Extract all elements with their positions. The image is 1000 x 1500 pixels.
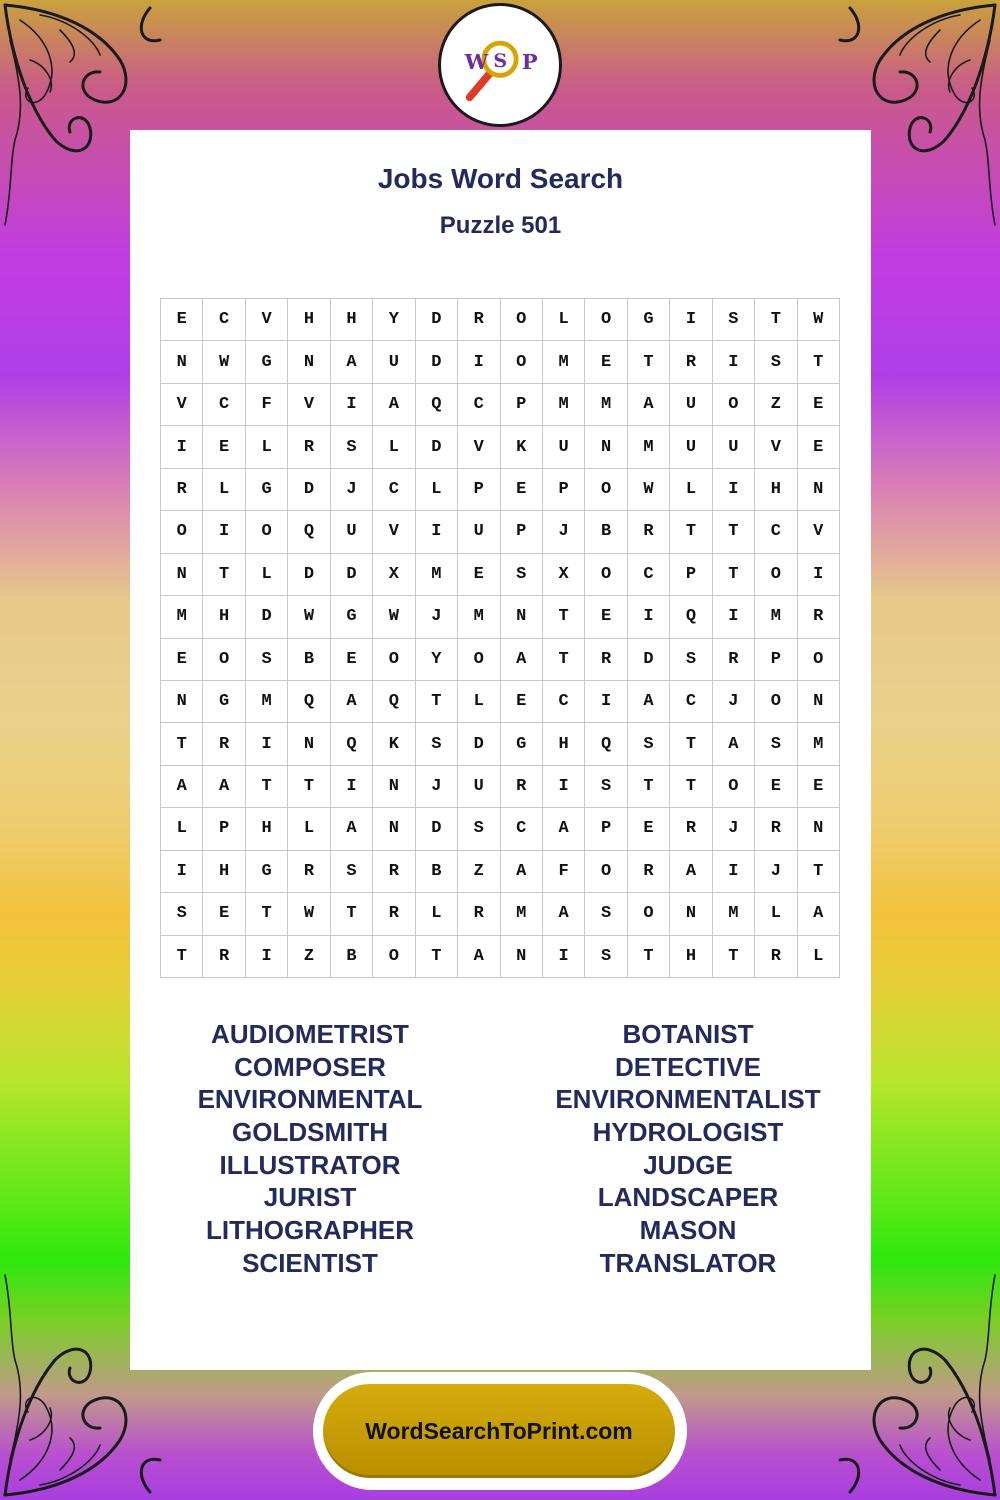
grid-cell[interactable]: R <box>203 936 245 978</box>
grid-cell[interactable]: N <box>161 554 203 596</box>
grid-cell[interactable]: R <box>501 766 543 808</box>
footer-badge <box>313 1372 687 1490</box>
grid-cell[interactable]: S <box>585 893 627 935</box>
grid-cell[interactable]: A <box>331 681 373 723</box>
grid-cell[interactable]: T <box>713 554 755 596</box>
grid-cell[interactable]: R <box>798 596 840 638</box>
grid-cell[interactable]: G <box>203 681 245 723</box>
grid-cell[interactable]: E <box>798 766 840 808</box>
word-list-item: HYDROLOGIST <box>592 1117 784 1148</box>
grid-cell[interactable]: I <box>458 341 500 383</box>
grid-cell[interactable]: C <box>543 681 585 723</box>
grid-cell[interactable]: U <box>373 341 415 383</box>
grid-cell[interactable]: D <box>416 341 458 383</box>
grid-cell[interactable]: A <box>331 341 373 383</box>
grid-cell[interactable]: O <box>246 511 288 553</box>
grid-cell[interactable]: J <box>543 511 585 553</box>
grid-cell[interactable]: M <box>246 681 288 723</box>
grid-cell[interactable]: O <box>501 341 543 383</box>
grid-cell[interactable]: A <box>501 851 543 893</box>
grid-cell[interactable]: P <box>501 511 543 553</box>
grid-cell[interactable]: O <box>713 766 755 808</box>
grid-cell[interactable]: R <box>628 851 670 893</box>
grid-cell[interactable]: O <box>585 851 627 893</box>
grid-cell[interactable]: I <box>670 299 712 341</box>
grid-cell[interactable]: A <box>543 808 585 850</box>
grid-cell[interactable]: S <box>628 723 670 765</box>
word-list-item: LITHOGRAPHER <box>206 1215 414 1246</box>
grid-cell[interactable]: D <box>288 469 330 511</box>
grid-cell[interactable]: E <box>203 426 245 468</box>
word-list-item: LANDSCAPER <box>597 1182 779 1213</box>
grid-cell[interactable]: W <box>288 596 330 638</box>
page-title: Jobs Word Search <box>377 163 624 194</box>
grid-cell[interactable]: U <box>458 766 500 808</box>
grid-cell[interactable]: Z <box>288 936 330 978</box>
grid-cell[interactable]: A <box>713 723 755 765</box>
grid-cell[interactable]: E <box>458 554 500 596</box>
grid-cell[interactable]: U <box>458 511 500 553</box>
grid-cell[interactable]: T <box>713 936 755 978</box>
grid-cell[interactable]: J <box>331 469 373 511</box>
grid-cell[interactable]: T <box>288 766 330 808</box>
grid-cell[interactable]: I <box>713 851 755 893</box>
word-list-item: ILLUSTRATOR <box>219 1149 401 1180</box>
grid-cell[interactable]: R <box>203 723 245 765</box>
grid-cell[interactable]: A <box>798 893 840 935</box>
grid-cell[interactable]: D <box>458 723 500 765</box>
grid-cell[interactable]: A <box>501 639 543 681</box>
grid-cell[interactable]: U <box>713 426 755 468</box>
grid-cell[interactable]: H <box>203 596 245 638</box>
grid-cell[interactable]: O <box>458 639 500 681</box>
grid-cell[interactable]: W <box>798 299 840 341</box>
grid-cell[interactable]: J <box>416 596 458 638</box>
grid-cell[interactable]: D <box>416 299 458 341</box>
grid-cell[interactable]: R <box>670 808 712 850</box>
grid-cell[interactable]: R <box>373 893 415 935</box>
word-list-item: JURIST <box>263 1182 357 1213</box>
grid-cell[interactable]: E <box>628 808 670 850</box>
grid-cell[interactable]: R <box>585 639 627 681</box>
grid-cell[interactable]: L <box>288 808 330 850</box>
grid-cell[interactable]: C <box>628 554 670 596</box>
grid-cell[interactable]: Y <box>373 299 415 341</box>
grid-cell[interactable]: V <box>458 426 500 468</box>
grid-cell[interactable]: A <box>628 681 670 723</box>
grid-cell[interactable]: I <box>331 384 373 426</box>
grid-cell[interactable]: S <box>713 299 755 341</box>
grid-cell[interactable]: E <box>161 299 203 341</box>
grid-cell[interactable]: T <box>543 639 585 681</box>
grid-cell[interactable]: M <box>501 893 543 935</box>
grid-cell[interactable]: I <box>798 554 840 596</box>
grid-cell[interactable]: M <box>543 384 585 426</box>
grid-cell[interactable]: T <box>416 936 458 978</box>
grid-cell[interactable]: J <box>713 808 755 850</box>
grid-cell[interactable]: N <box>373 766 415 808</box>
grid-cell[interactable]: H <box>331 299 373 341</box>
grid-cell[interactable]: I <box>246 723 288 765</box>
grid-cell[interactable]: T <box>246 766 288 808</box>
grid-cell[interactable]: M <box>755 596 797 638</box>
grid-cell[interactable]: E <box>203 893 245 935</box>
grid-cell[interactable]: C <box>373 469 415 511</box>
grid-cell[interactable]: R <box>713 639 755 681</box>
grid-cell[interactable]: E <box>798 384 840 426</box>
grid-cell[interactable]: D <box>416 426 458 468</box>
grid-cell[interactable]: A <box>203 766 245 808</box>
grid-cell[interactable]: I <box>543 766 585 808</box>
grid-cell[interactable]: S <box>585 936 627 978</box>
grid-cell[interactable]: O <box>713 384 755 426</box>
grid-cell[interactable]: Q <box>670 596 712 638</box>
grid-cell[interactable]: B <box>416 851 458 893</box>
word-list-item: DETECTIVE <box>615 1051 761 1082</box>
grid-cell[interactable]: L <box>798 936 840 978</box>
word-list-item: GOLDSMITH <box>232 1117 388 1148</box>
grid-cell[interactable]: P <box>585 808 627 850</box>
grid-cell[interactable]: S <box>670 639 712 681</box>
grid-cell[interactable]: I <box>585 681 627 723</box>
grid-cell[interactable]: H <box>543 723 585 765</box>
grid-cell[interactable]: M <box>161 596 203 638</box>
grid-cell[interactable]: K <box>501 426 543 468</box>
grid-cell[interactable]: O <box>585 469 627 511</box>
grid-cell[interactable]: E <box>585 596 627 638</box>
grid-cell[interactable]: S <box>458 808 500 850</box>
site-name: WordSearchToPrint.com <box>365 1417 633 1444</box>
grid-cell[interactable]: L <box>416 893 458 935</box>
grid-cell[interactable]: L <box>543 299 585 341</box>
grid-cell[interactable]: R <box>161 469 203 511</box>
grid-cell[interactable]: A <box>161 766 203 808</box>
grid-cell[interactable]: T <box>670 723 712 765</box>
grid-cell[interactable]: L <box>670 469 712 511</box>
grid-cell[interactable]: T <box>416 681 458 723</box>
grid-cell[interactable]: O <box>161 511 203 553</box>
grid-cell[interactable]: J <box>713 681 755 723</box>
grid-cell[interactable]: D <box>628 639 670 681</box>
grid-cell[interactable]: S <box>501 554 543 596</box>
grid-cell[interactable]: L <box>246 426 288 468</box>
grid-cell[interactable]: U <box>670 384 712 426</box>
grid-cell[interactable]: N <box>585 426 627 468</box>
grid-cell[interactable]: T <box>670 766 712 808</box>
grid-cell[interactable]: V <box>246 299 288 341</box>
grid-cell[interactable]: S <box>161 893 203 935</box>
grid-cell[interactable]: S <box>755 723 797 765</box>
grid-cell[interactable]: B <box>585 511 627 553</box>
grid-cell[interactable]: G <box>331 596 373 638</box>
grid-cell[interactable]: W <box>628 469 670 511</box>
grid-cell[interactable]: S <box>331 851 373 893</box>
puzzle-card <box>130 130 871 1370</box>
grid-cell[interactable]: M <box>798 723 840 765</box>
grid-cell[interactable]: D <box>246 596 288 638</box>
grid-cell[interactable]: R <box>628 511 670 553</box>
grid-cell[interactable]: Q <box>416 384 458 426</box>
grid-cell[interactable]: Z <box>458 851 500 893</box>
grid-cell[interactable]: L <box>755 893 797 935</box>
grid-cell[interactable]: T <box>713 511 755 553</box>
grid-cell[interactable]: T <box>670 511 712 553</box>
grid-cell[interactable]: D <box>331 554 373 596</box>
grid-cell[interactable]: D <box>288 554 330 596</box>
grid-cell[interactable]: L <box>373 426 415 468</box>
grid-cell[interactable]: O <box>203 639 245 681</box>
grid-cell[interactable]: N <box>161 341 203 383</box>
grid-cell[interactable]: M <box>543 341 585 383</box>
grid-cell[interactable]: R <box>288 851 330 893</box>
grid-cell[interactable]: F <box>246 384 288 426</box>
grid-cell[interactable]: U <box>670 426 712 468</box>
grid-cell[interactable]: T <box>543 596 585 638</box>
grid-cell[interactable]: E <box>798 426 840 468</box>
grid-cell[interactable]: N <box>501 596 543 638</box>
grid-cell[interactable]: M <box>416 554 458 596</box>
grid-cell[interactable]: I <box>331 766 373 808</box>
site-link-button[interactable] <box>323 1384 675 1478</box>
grid-cell[interactable]: X <box>373 554 415 596</box>
grid-cell[interactable]: P <box>458 469 500 511</box>
grid-cell[interactable]: G <box>628 299 670 341</box>
grid-cell[interactable]: T <box>161 723 203 765</box>
grid-cell[interactable]: M <box>458 596 500 638</box>
grid-cell[interactable]: R <box>288 426 330 468</box>
grid-cell[interactable]: S <box>755 341 797 383</box>
grid-cell[interactable]: S <box>246 639 288 681</box>
grid-cell[interactable]: L <box>416 469 458 511</box>
grid-cell[interactable]: I <box>713 596 755 638</box>
grid-cell[interactable]: E <box>161 639 203 681</box>
grid-cell[interactable]: N <box>670 893 712 935</box>
grid-cell[interactable]: T <box>755 299 797 341</box>
grid-cell[interactable]: G <box>246 341 288 383</box>
grid-cell[interactable]: I <box>416 511 458 553</box>
grid-cell[interactable]: J <box>416 766 458 808</box>
grid-cell[interactable]: N <box>288 723 330 765</box>
logo-letter-p: P <box>521 48 538 74</box>
grid-cell[interactable]: Z <box>755 384 797 426</box>
magnifier-handle <box>470 73 491 98</box>
grid-cell[interactable]: Q <box>288 511 330 553</box>
grid-cell[interactable]: W <box>288 893 330 935</box>
grid-cell[interactable]: I <box>161 851 203 893</box>
grid-cell[interactable]: A <box>628 384 670 426</box>
grid-cell[interactable]: C <box>501 808 543 850</box>
grid-cell[interactable]: Q <box>585 723 627 765</box>
logo-letter-w: W <box>464 48 489 74</box>
word-list-item: SCIENTIST <box>242 1247 378 1278</box>
grid-cell[interactable]: E <box>585 341 627 383</box>
grid-cell[interactable]: O <box>373 639 415 681</box>
grid-cell[interactable]: V <box>161 384 203 426</box>
grid-cell[interactable]: S <box>585 766 627 808</box>
grid-cell[interactable]: G <box>246 469 288 511</box>
grid-cell[interactable]: O <box>585 299 627 341</box>
grid-cell[interactable]: D <box>416 808 458 850</box>
grid-cell[interactable]: A <box>458 936 500 978</box>
word-list-item: ENVIRONMENTALIST <box>555 1084 821 1115</box>
grid-cell[interactable]: M <box>713 893 755 935</box>
grid-cell[interactable]: G <box>246 851 288 893</box>
grid-cell[interactable]: R <box>458 893 500 935</box>
word-list-item: ENVIRONMENTAL <box>197 1084 423 1115</box>
grid-cell[interactable]: N <box>288 341 330 383</box>
grid-cell[interactable]: R <box>755 936 797 978</box>
letter-grid[interactable] <box>160 298 840 978</box>
grid-cell[interactable]: T <box>628 766 670 808</box>
grid-cell[interactable]: U <box>543 426 585 468</box>
grid-cell[interactable]: G <box>501 723 543 765</box>
grid-cell[interactable]: T <box>331 893 373 935</box>
grid-cell[interactable]: L <box>246 554 288 596</box>
grid-cell[interactable]: S <box>416 723 458 765</box>
grid-cell[interactable]: O <box>798 639 840 681</box>
grid-cell[interactable]: W <box>203 341 245 383</box>
grid-cell[interactable]: I <box>203 511 245 553</box>
grid-cell[interactable]: Y <box>416 639 458 681</box>
grid-cell[interactable]: O <box>628 893 670 935</box>
grid-cell[interactable]: T <box>161 936 203 978</box>
grid-cell[interactable]: N <box>798 681 840 723</box>
grid-cell[interactable]: T <box>203 554 245 596</box>
grid-cell[interactable]: T <box>628 936 670 978</box>
magnifier-icon <box>441 6 559 124</box>
grid-cell[interactable]: Q <box>288 681 330 723</box>
word-list-right-column <box>503 1018 873 1280</box>
word-list-item: COMPOSER <box>234 1051 386 1082</box>
grid-cell[interactable]: T <box>798 851 840 893</box>
grid-cell[interactable]: V <box>373 511 415 553</box>
word-list-item: MASON <box>639 1215 737 1246</box>
grid-cell[interactable]: O <box>755 554 797 596</box>
word-list-item: JUDGE <box>643 1149 733 1180</box>
grid-cell[interactable]: I <box>543 936 585 978</box>
grid-cell[interactable]: U <box>331 511 373 553</box>
grid-cell[interactable]: T <box>628 341 670 383</box>
grid-cell[interactable]: C <box>203 384 245 426</box>
grid-cell[interactable]: I <box>628 596 670 638</box>
grid-cell[interactable]: R <box>670 341 712 383</box>
grid-cell[interactable]: I <box>713 341 755 383</box>
grid-cell[interactable]: N <box>798 808 840 850</box>
grid-cell[interactable]: H <box>203 851 245 893</box>
grid-cell[interactable]: I <box>246 936 288 978</box>
grid-cell[interactable]: P <box>755 639 797 681</box>
grid-cell[interactable]: H <box>755 469 797 511</box>
grid-cell[interactable]: B <box>288 639 330 681</box>
grid-cell[interactable]: H <box>670 936 712 978</box>
word-list-item: AUDIOMETRIST <box>211 1019 409 1049</box>
grid-cell[interactable]: N <box>373 808 415 850</box>
grid-cell[interactable]: I <box>161 426 203 468</box>
grid-cell[interactable]: I <box>713 469 755 511</box>
grid-cell[interactable]: C <box>458 384 500 426</box>
grid-cell[interactable]: R <box>755 808 797 850</box>
grid-cell[interactable]: M <box>628 426 670 468</box>
grid-cell[interactable]: X <box>543 554 585 596</box>
grid-cell[interactable]: P <box>501 384 543 426</box>
grid-cell[interactable]: A <box>331 808 373 850</box>
word-list-item: TRANSLATOR <box>599 1247 777 1278</box>
grid-cell[interactable]: C <box>670 681 712 723</box>
grid-cell[interactable]: J <box>755 851 797 893</box>
grid-cell[interactable]: Q <box>331 723 373 765</box>
grid-cell[interactable]: P <box>670 554 712 596</box>
grid-cell[interactable]: N <box>161 681 203 723</box>
wsp-logo[interactable] <box>438 3 562 127</box>
grid-cell[interactable]: Q <box>373 681 415 723</box>
grid-cell[interactable]: O <box>755 681 797 723</box>
grid-cell[interactable]: O <box>501 299 543 341</box>
grid-cell[interactable]: A <box>543 893 585 935</box>
grid-cell[interactable]: H <box>246 808 288 850</box>
grid-cell[interactable]: L <box>458 681 500 723</box>
grid-cell[interactable]: V <box>755 426 797 468</box>
grid-cell[interactable]: R <box>458 299 500 341</box>
grid-cell[interactable]: C <box>203 299 245 341</box>
grid-cell[interactable]: R <box>373 851 415 893</box>
grid-cell[interactable]: K <box>373 723 415 765</box>
grid-cell[interactable]: C <box>755 511 797 553</box>
grid-cell[interactable]: O <box>585 554 627 596</box>
grid-cell[interactable]: A <box>670 851 712 893</box>
grid-cell[interactable]: V <box>798 511 840 553</box>
grid-cell[interactable]: E <box>501 681 543 723</box>
word-list-left-column <box>125 1018 495 1280</box>
grid-cell[interactable]: S <box>331 426 373 468</box>
grid-cell[interactable]: V <box>288 384 330 426</box>
grid-cell[interactable]: E <box>755 766 797 808</box>
grid-cell[interactable]: E <box>331 639 373 681</box>
grid-cell[interactable]: P <box>543 469 585 511</box>
grid-cell[interactable]: T <box>246 893 288 935</box>
grid-cell[interactable]: E <box>501 469 543 511</box>
grid-cell[interactable]: A <box>373 384 415 426</box>
grid-cell[interactable]: T <box>798 341 840 383</box>
puzzle-number: Puzzle 501 <box>439 212 562 239</box>
grid-cell[interactable]: O <box>373 936 415 978</box>
grid-cell[interactable]: B <box>331 936 373 978</box>
word-list-item: BOTANIST <box>622 1019 754 1049</box>
grid-cell[interactable]: H <box>288 299 330 341</box>
grid-cell[interactable]: W <box>373 596 415 638</box>
grid-cell[interactable]: L <box>161 808 203 850</box>
grid-cell[interactable]: L <box>203 469 245 511</box>
grid-cell[interactable]: M <box>585 384 627 426</box>
grid-cell[interactable]: N <box>798 469 840 511</box>
grid-cell[interactable]: F <box>543 851 585 893</box>
logo-letter-s: S <box>493 49 508 72</box>
grid-cell[interactable]: P <box>203 808 245 850</box>
grid-cell[interactable]: N <box>501 936 543 978</box>
